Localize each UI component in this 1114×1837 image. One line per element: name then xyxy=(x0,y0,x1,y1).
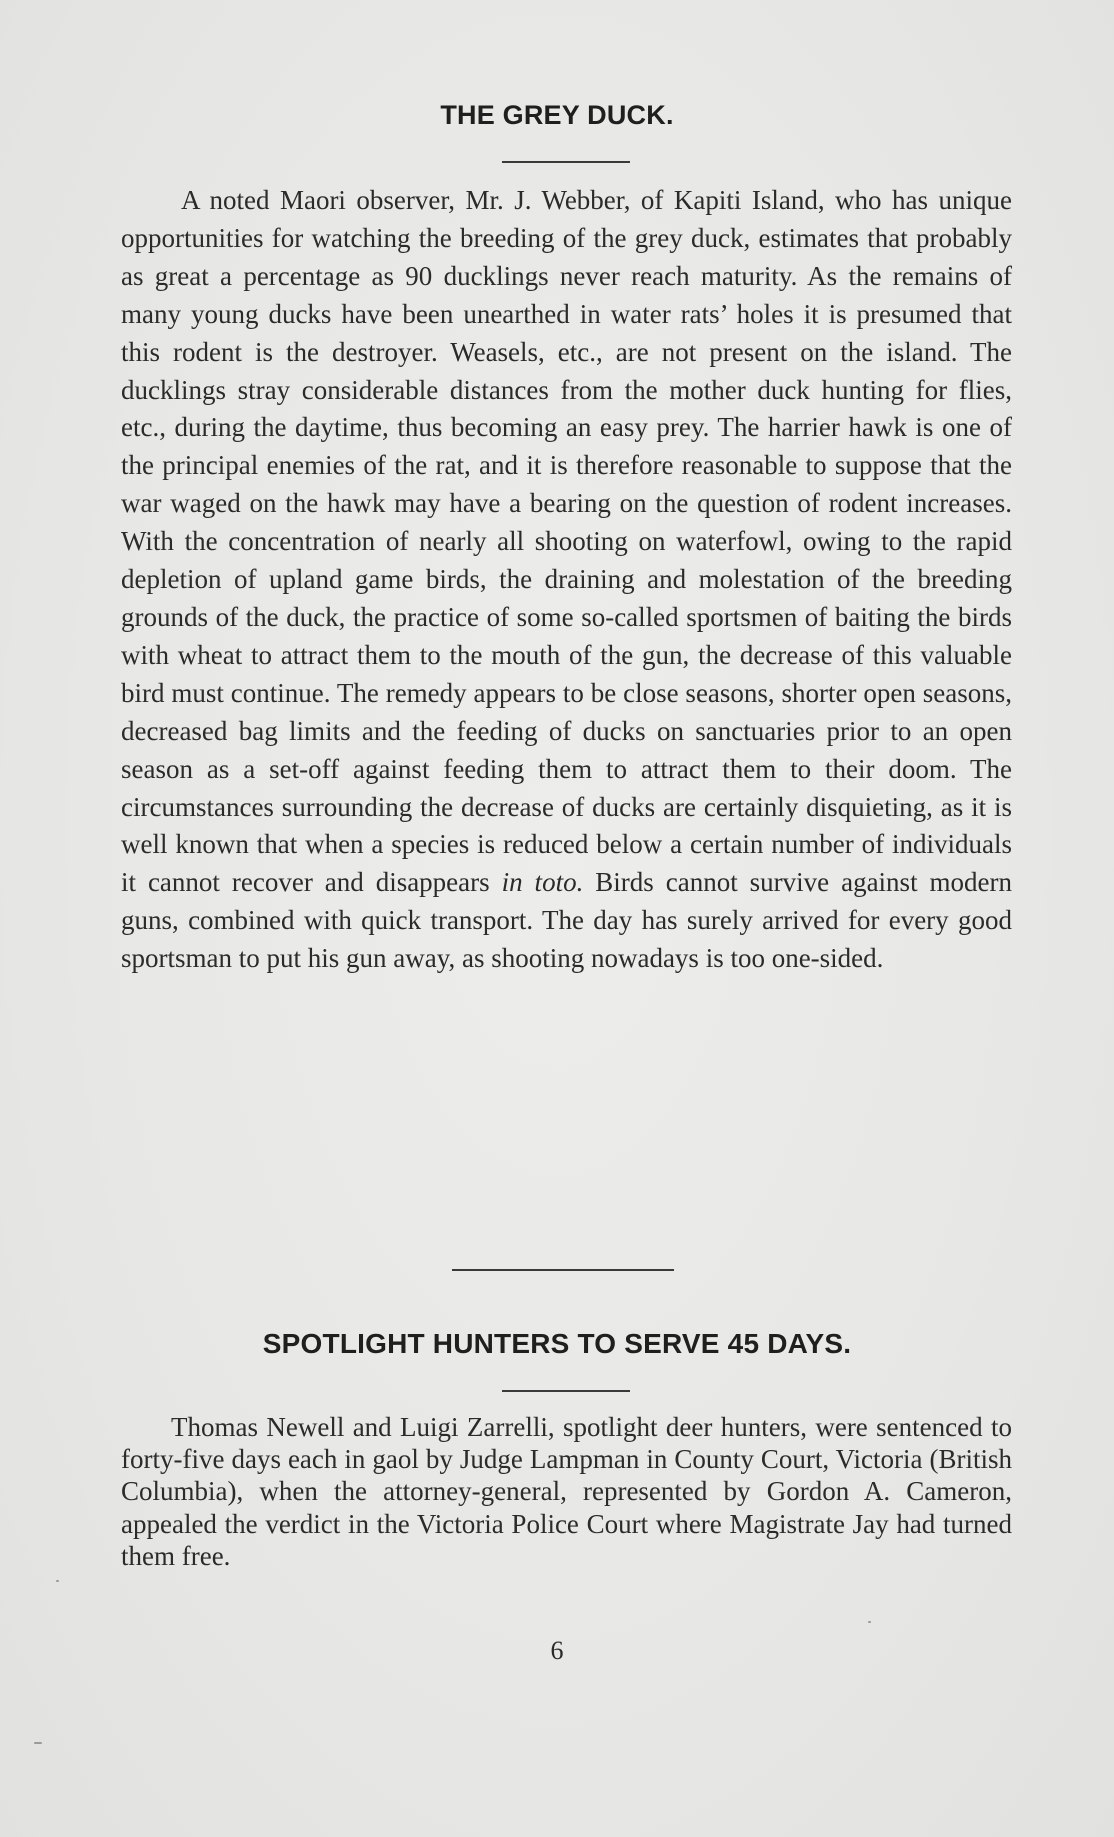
article-body-spotlight-hunters: Thomas Newell and Luigi Zarrelli, spotlight deer hunters, were sentenced to forty-five days each in gaol by Judge Lampman in County Court, Victoria (British Columbia), when the attorney-general, represented by Gordon A. Cameron, appealed the verdict in the Victoria Police Court where Magistrate Jay had turned them free. xyxy=(121,1412,1012,1571)
paper-speck xyxy=(56,1580,59,1582)
title-underline-rule xyxy=(502,161,630,163)
article-body-text: A noted Maori observer, Mr. J. Webber, of Kapiti Island, who has unique opportunities for watching the breeding of the grey duck, estimates that probably as great a percentage as 90 ducklings never reach maturity. As the remains of many young ducks have been unearthed in water rats’ holes it is presumed that this rodent is the destroyer. Weasels, etc., are not present on the island. The ducklings stray considerable distances from the mother duck hunting for flies, etc., during the daytime, thus becoming an easy prey. The harrier hawk is one of the principal enemies of the rat, and it is therefore reasonable to suppose that the war waged on the hawk may have a bearing on the question of rodent increases. With the concentration of nearly all shooting on waterfowl, owing to the rapid depletion of upland game birds, the draining and molestation of the breeding grounds of the duck, the practice of some so-called sportsmen of baiting the birds with wheat to attract them to the mouth of the gun, the decrease of this valuable bird must continue. The remedy appears to be close seasons, shorter open seasons, decreased bag limits and the feeding of ducks on sanctuaries prior to an open season as a set-off against feeding them to attract them to their doom. The circumstances surrounding the decrease of ducks are certainly disquieting, as it is well known that when a species is reduced below a certain number of individuals it cannot recover and disappears xyxy=(121,185,1012,898)
paper-speck xyxy=(34,1742,42,1744)
page-number: 6 xyxy=(550,1636,564,1665)
article-body-grey-duck xyxy=(121,182,1012,978)
italic-phrase: in toto. xyxy=(501,867,584,898)
article-body-text-continued: Birds cannot survive against modern guns, combined with quick transport. The day has surely arrived for every good sportsman to put his gun away, as shooting nowadays is too one-sided. xyxy=(121,867,1012,974)
article-title-spotlight-hunters: SPOTLIGHT HUNTERS TO SERVE 45 DAYS. xyxy=(262,1328,852,1359)
section-divider-rule xyxy=(452,1269,674,1271)
title-underline-rule-2 xyxy=(502,1390,630,1392)
paper-speck xyxy=(868,1621,871,1623)
article-title-grey-duck: THE GREY DUCK. xyxy=(440,100,674,130)
